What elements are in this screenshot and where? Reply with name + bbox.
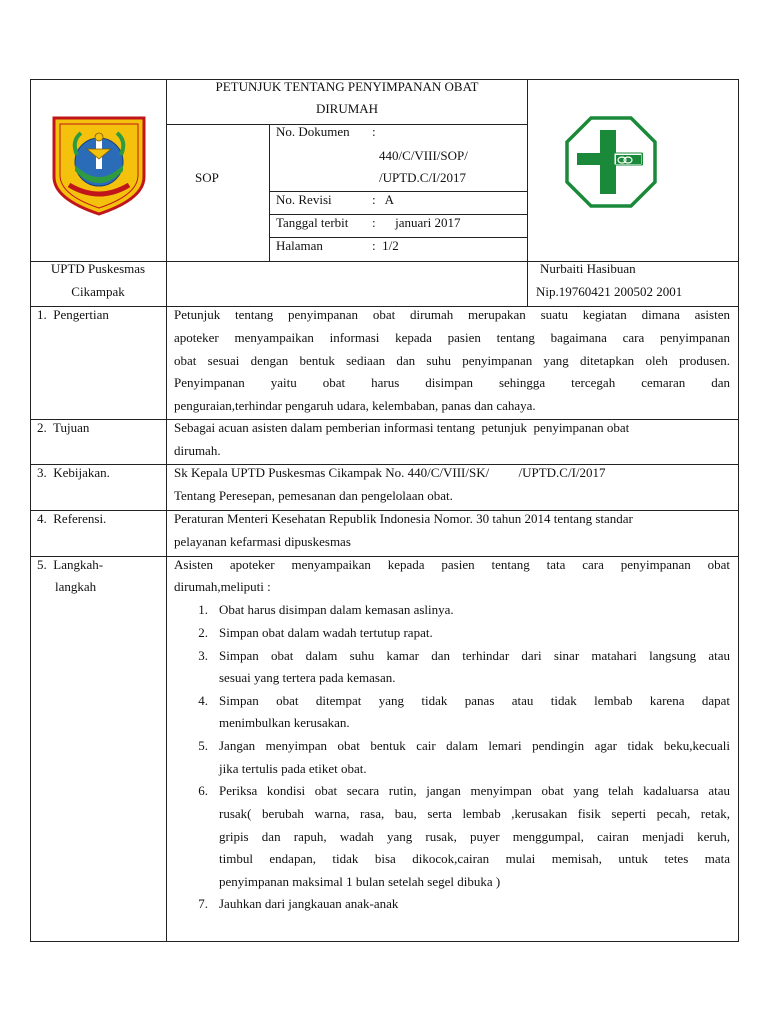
kebijakan-label: 3. Kebijakan. [37,465,110,480]
referensi-text: Peraturan Menteri Kesehatan Republik Indonesia Nomor. 30 tahun 2014 tentang standar [174,511,633,526]
title-line-2: DIRUMAH [315,101,379,116]
doc-no-colon: : [372,124,376,139]
step-text: Simpan obat dalam wadah tertutup rapat. [219,625,433,640]
doc-no-label: No. Dokumen [276,124,350,139]
step-text: Jauhkan dari jangkauan anak-anak [219,896,399,911]
tujuan-label: 2. Tujuan [37,420,90,435]
title-line-1: PETUNJUK TENTANG PENYIMPANAN OBAT [215,79,479,94]
step-text: sesuai yang tertera pada kemasan. [219,670,396,685]
pengertian-text: apoteker menyampaikan informasi kepada pasien tentang bagaimana cara penyimpanan [174,330,730,345]
referensi-text: pelayanan kefarmasi dipuskesmas [174,534,351,549]
tujuan-text: Sebagai acuan asisten dalam pemberian informasi tentang petunjuk penyimpanan obat [174,420,630,435]
revisi-value: : A [372,192,395,207]
langkah-label: 5. Langkah- [37,557,104,572]
sop-label: SOP [195,170,219,185]
step-number: 4. [198,693,208,708]
pengertian-label: 1. Pengertian [37,307,109,322]
halaman-value: : 1/2 [372,238,399,253]
langkah-intro: Asisten apoteker menyampaikan kepada pasien tentang tata cara penyimpanan obat [174,557,730,572]
step-text: gripis dan rapuh, wadah yang rusak, puyer menggumpal, cairan menjadi keruh, [219,829,730,844]
step-text: menimbulkan kerusakan. [219,715,350,730]
unit-line-1: UPTD Puskesmas [50,261,146,276]
step-text: Jangan menyimpan obat bentuk cair dalam lemari pendingin agar tidak beku,kecuali [219,738,730,753]
step-text: Obat harus disimpan dalam kemasan aslinya. [219,602,454,617]
pengertian-text: Petunjuk tentang penyimpanan obat dirumah merupakan suatu kegiatan dimana asisten [174,307,730,322]
step-number: 1. [198,602,208,617]
tujuan-text: dirumah. [174,443,221,458]
step-number: 6. [198,783,208,798]
step-text: Simpan obat ditempat yang tidak panas atau tidak lembab karena dapat [219,693,730,708]
step-text: jika tertulis pada etiket obat. [219,761,367,776]
pengertian-text: penguraian,terhindar pengaruh udara, kelembaban, panas dan cahaya. [174,398,536,413]
step-text: Simpan obat dalam suhu kamar dan terhindar dari sinar matahari langsung atau [219,648,730,663]
step-text: rusak( berubah warna, rasa, bau, serta lembab ,kerusakan fisik seperti pecah, retak, [219,806,730,821]
kebijakan-text: Sk Kepala UPTD Puskesmas Cikampak No. 440/C/VIII/SK/ /UPTD.C/I/2017 [174,465,606,480]
pengertian-text: Penyimpanan yaitu obat harus disimpan sehingga tercegah cemaran dan [174,375,730,390]
step-text: timbul endapan, tidak bisa dikocok,cairan mulai memisah, untuk tetes mata [219,851,730,866]
kebijakan-text: Tentang Peresepan, pemesanan dan pengelolaan obat. [174,488,453,503]
terbit-value: : januari 2017 [372,215,461,230]
signer-nip: Nip.19760421 200502 2001 [536,284,683,299]
step-text: penyimpanan maksimal 1 bulan setelah segel dibuka ) [219,874,501,889]
unit-line-2: Cikampak [71,284,125,299]
langkah-label: langkah [55,579,97,594]
terbit-label: Tanggal terbit [276,215,349,230]
step-number: 3. [198,648,208,663]
step-text: Periksa kondisi obat secara rutin, jangan menyimpan obat yang telah kadaluarsa atau [219,783,730,798]
step-number: 7. [198,896,208,911]
doc-no-value-1: 440/C/VIII/SOP/ [379,148,468,163]
logo-kabupaten [51,115,147,217]
revisi-label: No. Revisi [276,192,332,207]
logo-puskesmas [564,115,658,209]
step-number: 2. [198,625,208,640]
halaman-label: Halaman [276,238,323,253]
referensi-label: 4. Referensi. [37,511,107,526]
step-number: 5. [198,738,208,753]
signer-name: Nurbaiti Hasibuan [540,261,636,276]
langkah-intro: dirumah,meliputi : [174,579,271,594]
pengertian-text: obat sesuai dengan bentuk sediaan dan suhu penyimpanan yang ditetapkan oleh produsen. [174,353,730,368]
doc-no-value-2: /UPTD.C/I/2017 [379,170,467,185]
